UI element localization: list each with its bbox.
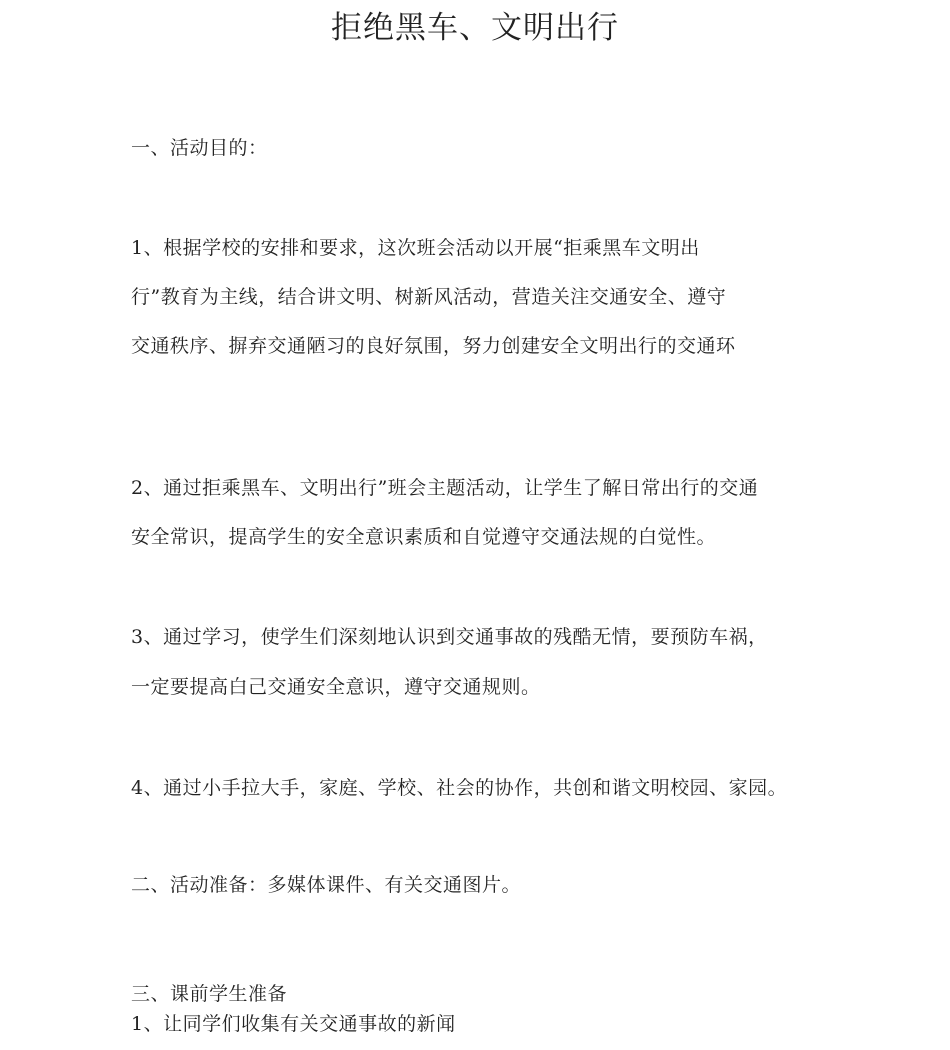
section-heading-goals: 一、活动目的：: [131, 137, 268, 159]
paragraph-4-line-1: 4、通过小手拉大手，家庭、学校、社会的协作，共创和谐文明校园、家园。: [131, 777, 788, 799]
paragraph-1-line-1: 1、根据学校的安排和要求，这次班会活动以开展“拒乘黑车文明出: [131, 237, 700, 259]
student-preparation-item-1: 1、让同学们收集有关交通事故的新闻: [131, 1013, 456, 1035]
paragraph-3-line-2: 一定要提高白己交通安全意识，遵守交通规则。: [131, 676, 541, 698]
paragraph-2-line-2: 安全常识，提高学生的安全意识素质和自觉遵守交通法规的白觉性。: [131, 526, 717, 548]
document-title: 拒绝黑车、文明出行: [331, 10, 619, 46]
paragraph-2-line-1: 2、通过拒乘黑车、文明出行”班会主题活动，让学生了解日常出行的交通: [131, 477, 759, 499]
paragraph-1-line-3: 交通秩序、摒弃交通陋习的良好氛围，努力创建安全文明出行的交通环: [131, 335, 736, 357]
section-heading-student-preparation: 三、课前学生准备: [131, 983, 288, 1005]
paragraph-1-line-2: 行”教育为主线，结合讲文明、树新风活动，营造关注交通安全、遵守: [131, 286, 727, 308]
paragraph-3-line-1: 3、通过学习，使学生们深刻地认识到交通事故的残酷无情，要预防车祸，: [131, 626, 768, 648]
section-heading-preparation: 二、活动准备：多媒体课件、有关交通图片。: [131, 874, 522, 896]
